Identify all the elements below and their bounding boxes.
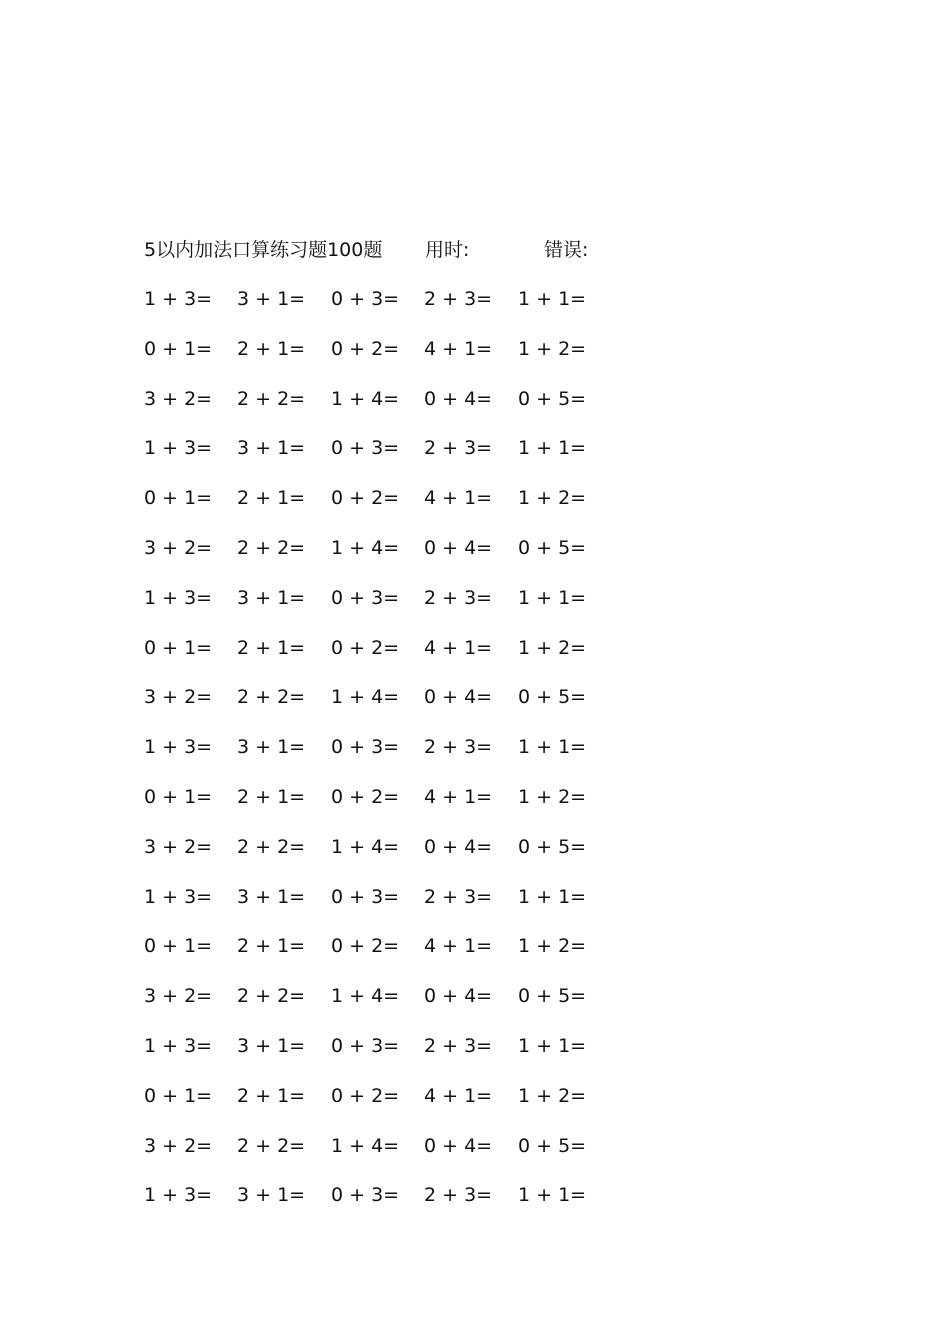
problem-item: 1 + 1=: [518, 288, 587, 310]
problem-item: 2 + 3=: [424, 288, 493, 310]
problem-row: [144, 783, 624, 833]
problem-item: 0 + 5=: [518, 835, 587, 858]
problem-item: 1 + 1=: [518, 437, 587, 460]
problem-item: 1 + 2=: [518, 1084, 587, 1107]
problem-item: 0 + 3=: [331, 1034, 400, 1057]
problem-item: 4 + 1=: [424, 935, 493, 958]
problem-item: 4 + 1=: [424, 337, 493, 360]
problem-item: 0 + 2=: [331, 487, 400, 510]
problem-item: 1 + 3=: [144, 586, 213, 609]
problem-item: 1 + 4=: [331, 835, 400, 858]
problem-item: 2 + 2=: [237, 1134, 306, 1157]
problem-item: 2 + 3=: [424, 885, 493, 908]
problem-item: 0 + 3=: [331, 586, 400, 609]
problem-item: 3 + 1=: [237, 288, 306, 310]
problem-item: 0 + 5=: [518, 1134, 587, 1157]
problem-item: 0 + 2=: [331, 1084, 400, 1107]
problem-item: 0 + 3=: [331, 288, 400, 310]
problem-item: 0 + 2=: [331, 337, 400, 360]
problem-item: 1 + 2=: [518, 935, 587, 958]
problem-item: 0 + 4=: [424, 686, 493, 709]
problem-item: 2 + 2=: [237, 686, 306, 709]
problem-item: 2 + 3=: [424, 736, 493, 759]
problem-row: [144, 484, 624, 534]
problem-item: 3 + 1=: [237, 437, 306, 460]
problem-item: 3 + 2=: [144, 536, 213, 559]
problem-row: [144, 733, 624, 783]
problem-item: 0 + 4=: [424, 985, 493, 1008]
problem-item: 1 + 3=: [144, 437, 213, 460]
problem-row: [144, 584, 624, 634]
problem-item: 1 + 1=: [518, 1184, 587, 1207]
problem-item: 1 + 4=: [331, 387, 400, 410]
problem-item: 0 + 4=: [424, 387, 493, 410]
problem-item: 1 + 1=: [518, 885, 587, 908]
problem-item: 0 + 3=: [331, 437, 400, 460]
problem-item: 0 + 1=: [144, 487, 213, 510]
problem-row: [144, 833, 624, 883]
worksheet-title: 5以内加法口算练习题100题: [144, 239, 383, 261]
problem-item: 2 + 1=: [237, 636, 306, 659]
problem-item: 1 + 1=: [518, 1034, 587, 1057]
problem-row: [144, 1181, 624, 1231]
problem-item: 0 + 1=: [144, 337, 213, 360]
problem-item: 3 + 2=: [144, 387, 213, 410]
problem-row: [144, 683, 624, 733]
problem-item: 0 + 2=: [331, 785, 400, 808]
problem-item: 4 + 1=: [424, 1084, 493, 1107]
problem-item: 0 + 3=: [331, 885, 400, 908]
problem-row: [144, 1082, 624, 1132]
problem-item: 3 + 2=: [144, 835, 213, 858]
problem-item: 4 + 1=: [424, 636, 493, 659]
problem-item: 1 + 2=: [518, 337, 587, 360]
problem-row: [144, 534, 624, 584]
problem-item: 2 + 1=: [237, 935, 306, 958]
problem-grid: [144, 285, 624, 1231]
problem-item: 2 + 3=: [424, 1184, 493, 1207]
problem-item: 4 + 1=: [424, 487, 493, 510]
problem-item: 3 + 1=: [237, 736, 306, 759]
problem-item: 0 + 1=: [144, 1084, 213, 1107]
problem-item: 2 + 1=: [237, 337, 306, 360]
problem-item: 2 + 3=: [424, 437, 493, 460]
problem-item: 0 + 2=: [331, 636, 400, 659]
problem-item: 2 + 1=: [237, 785, 306, 808]
problem-item: 1 + 1=: [518, 586, 587, 609]
errors-label: 错误:: [544, 239, 589, 261]
problem-item: 1 + 4=: [331, 686, 400, 709]
problem-item: 1 + 2=: [518, 487, 587, 510]
problem-item: 0 + 1=: [144, 935, 213, 958]
problem-item: 0 + 4=: [424, 835, 493, 858]
problem-item: 2 + 2=: [237, 835, 306, 858]
problem-item: 0 + 3=: [331, 1184, 400, 1207]
problem-row: [144, 335, 624, 385]
problem-item: 1 + 3=: [144, 1184, 213, 1207]
problem-item: 3 + 1=: [237, 885, 306, 908]
problem-item: 2 + 2=: [237, 387, 306, 410]
problem-row: [144, 434, 624, 484]
problem-item: 2 + 3=: [424, 1034, 493, 1057]
problem-item: 3 + 2=: [144, 1134, 213, 1157]
problem-item: 1 + 3=: [144, 288, 213, 310]
problem-row: [144, 982, 624, 1032]
problem-item: 2 + 2=: [237, 985, 306, 1008]
problem-item: 2 + 2=: [237, 536, 306, 559]
problem-item: 0 + 1=: [144, 636, 213, 659]
problem-row: [144, 285, 624, 335]
problem-item: 3 + 1=: [237, 1184, 306, 1207]
problem-item: 3 + 1=: [237, 586, 306, 609]
problem-row: [144, 634, 624, 684]
problem-item: 2 + 1=: [237, 1084, 306, 1107]
problem-item: 0 + 3=: [331, 736, 400, 759]
problem-row: [144, 1032, 624, 1082]
problem-item: 0 + 4=: [424, 536, 493, 559]
time-label: 用时:: [425, 239, 470, 261]
problem-item: 0 + 1=: [144, 785, 213, 808]
problem-item: 3 + 2=: [144, 985, 213, 1008]
problem-item: 1 + 2=: [518, 785, 587, 808]
problem-row: [144, 883, 624, 933]
problem-row: [144, 385, 624, 435]
problem-item: 1 + 3=: [144, 736, 213, 759]
problem-item: 4 + 1=: [424, 785, 493, 808]
problem-item: 0 + 5=: [518, 387, 587, 410]
problem-item: 1 + 4=: [331, 1134, 400, 1157]
problem-item: 1 + 3=: [144, 885, 213, 908]
problem-item: 1 + 3=: [144, 1034, 213, 1057]
problem-item: 2 + 1=: [237, 487, 306, 510]
problem-item: 0 + 5=: [518, 985, 587, 1008]
problem-item: 3 + 2=: [144, 686, 213, 709]
problem-item: 2 + 3=: [424, 586, 493, 609]
problem-item: 0 + 5=: [518, 536, 587, 559]
problem-item: 1 + 2=: [518, 636, 587, 659]
problem-item: 1 + 1=: [518, 736, 587, 759]
problem-item: 3 + 1=: [237, 1034, 306, 1057]
problem-row: [144, 1132, 624, 1182]
problem-item: 1 + 4=: [331, 985, 400, 1008]
problem-item: 1 + 4=: [331, 536, 400, 559]
problem-item: 0 + 5=: [518, 686, 587, 709]
problem-item: 0 + 4=: [424, 1134, 493, 1157]
problem-item: 0 + 2=: [331, 935, 400, 958]
problem-row: [144, 932, 624, 982]
